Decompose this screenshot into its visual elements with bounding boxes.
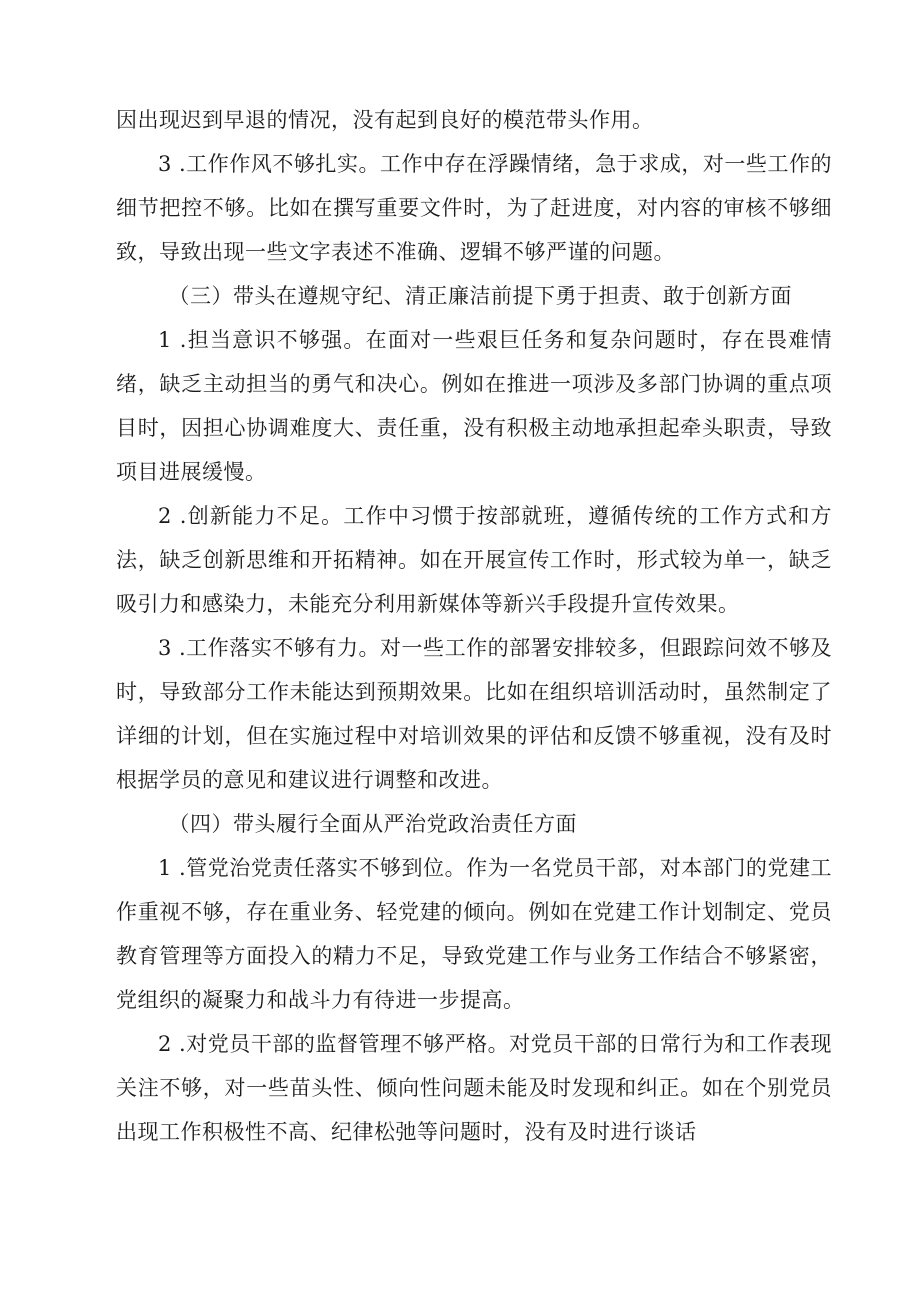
- document-body: [116, 98, 832, 1154]
- paragraph-party-governance: 1 .管党治党责任落实不够到位。作为一名党员干部，对本部门的党建工作重视不够，存在重业务、轻党建的倾向。例如在党建工作计划制定、党员教育管理等方面投入的精力不足，导致党建工作与业务工作结合不够紧密，党组织的凝聚力和战斗力有待进一步提高。: [116, 856, 832, 1012]
- paragraph-work-style: 3 .工作作风不够扎实。工作中存在浮躁情绪，急于求成，对一些工作的细节把控不够。比如在撰写重要文件时，为了赶进度，对内容的审核不够细致，导致出现一些文字表述不准确、逻辑不够严谨的问题。: [116, 152, 832, 264]
- paragraph-supervision: 2 .对党员干部的监督管理不够严格。对党员干部的日常行为和工作表现关注不够，对一些苗头性、倾向性问题未能及时发现和纠正。如在个别党员出现工作积极性不高、纪律松弛等问题时，没有及时进行谈话: [116, 1032, 832, 1144]
- section-heading-three: （三）带头在遵规守纪、清正廉洁前提下勇于担责、敢于创新方面: [168, 284, 792, 308]
- paragraph-continuation: 因出现迟到早退的情况，没有起到良好的模范带头作用。: [116, 108, 654, 132]
- paragraph-responsibility: 1 .担当意识不够强。在面对一些艰巨任务和复杂问题时，存在畏难情绪，缺乏主动担当的勇气和决心。例如在推进一项涉及多部门协调的重点项目时，因担心协调难度大、责任重，没有积极主动地承担起牵头职责，导致项目进展缓慢。: [116, 328, 832, 484]
- paragraph-implementation: 3 .工作落实不够有力。对一些工作的部署安排较多，但跟踪问效不够及时，导致部分工作未能达到预期效果。比如在组织培训活动时，虽然制定了详细的计划，但在实施过程中对培训效果的评估和反馈不够重视，没有及时根据学员的意见和建议进行调整和改进。: [116, 636, 832, 792]
- paragraph-innovation: 2 .创新能力不足。工作中习惯于按部就班，遵循传统的工作方式和方法，缺乏创新思维和开拓精神。如在开展宣传工作时，形式较为单一，缺乏吸引力和感染力，未能充分利用新媒体等新兴手段提升宣传效果。: [116, 504, 832, 616]
- section-heading-four: （四）带头履行全面从严治党政治责任方面: [168, 812, 577, 836]
